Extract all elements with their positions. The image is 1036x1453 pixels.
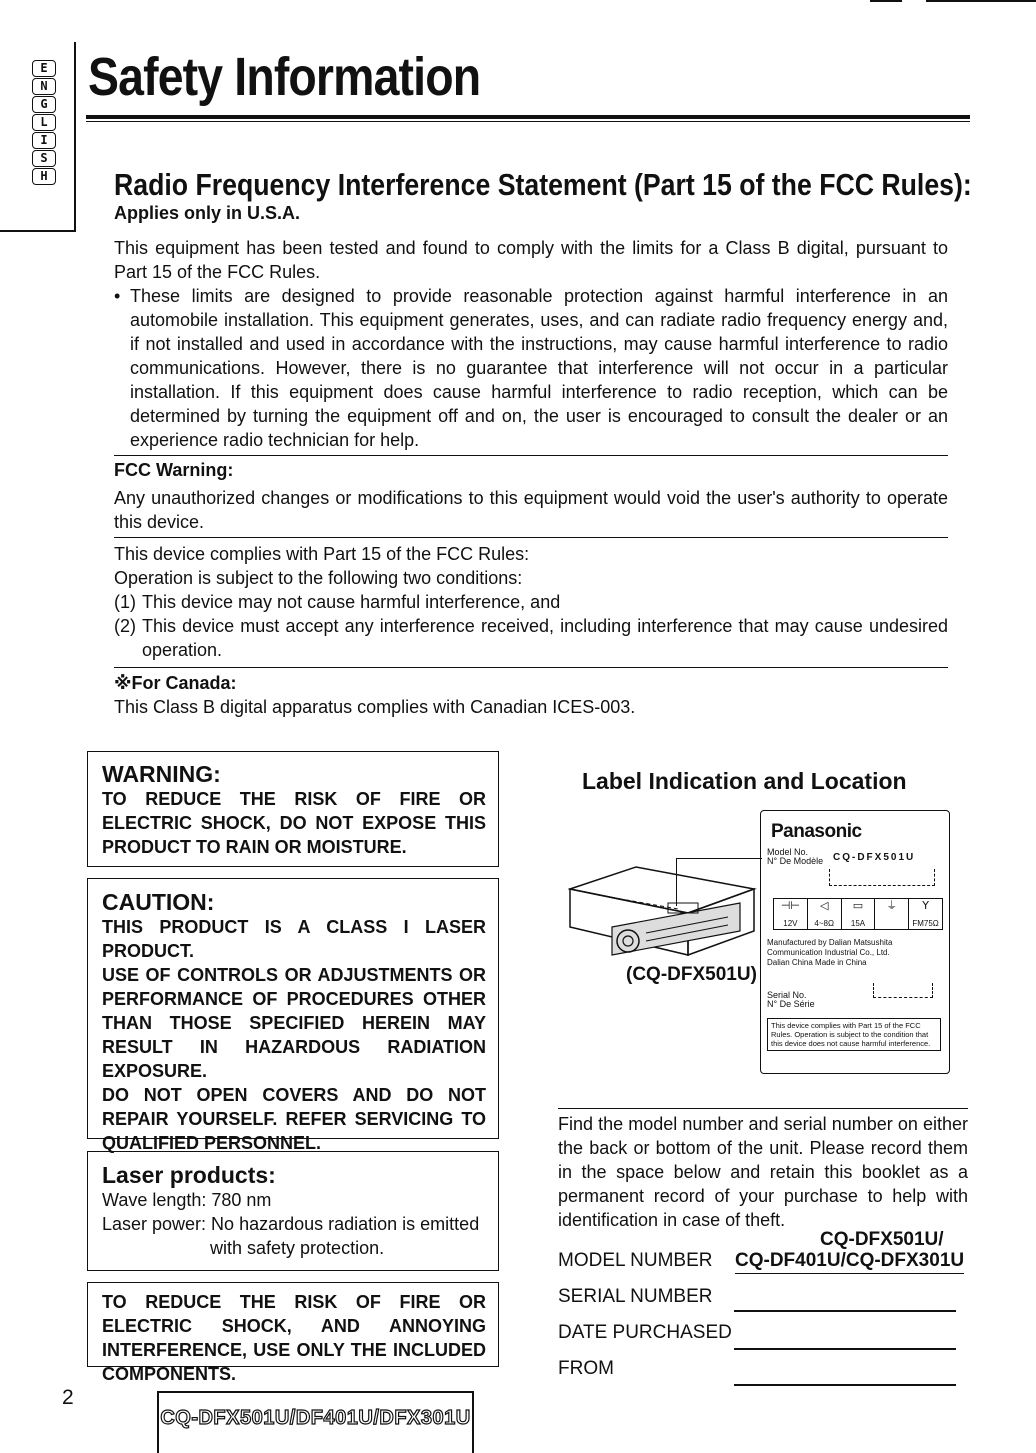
battery-icon: ⊣⊢ (780, 899, 800, 912)
laser-title: Laser products: (102, 1162, 276, 1188)
fcc-bullet-paragraph (114, 284, 948, 452)
model-label-en: Model No. (767, 847, 809, 857)
condition-text: This device may not cause harmful interference, and (142, 592, 561, 612)
fcc-warning-heading: FCC Warning: (114, 460, 234, 480)
product-label-card (760, 810, 950, 1074)
condition-number: (2) (114, 616, 136, 636)
mfr-line: Dalian China Made in China (767, 958, 867, 967)
mfr-line: Manufactured by Dalian Matsushita (767, 938, 893, 947)
top-margin-marks (870, 0, 1036, 2)
page-title: Safety Information (88, 47, 481, 107)
lang-letter: S (32, 150, 56, 167)
bullet-icon: • (114, 286, 121, 306)
card-fcc-note: This device complies with Part 15 of the FCC Rules. Operation is subject to the condition that this device does not cause harmful interference. (767, 1018, 941, 1051)
spec-strip (773, 898, 943, 930)
label-leader-line (676, 858, 677, 906)
fcc-warning-text: Any unauthorized changes or modifications to this equipment would void the user's authority to operate this device. (114, 488, 948, 532)
title-rule (86, 115, 970, 119)
laser-products-box (87, 1151, 499, 1271)
laser-power-continued: with safety protection. (210, 1238, 385, 1258)
serial-label-fr: N° De Série (767, 999, 815, 1009)
card-serial-label (767, 991, 815, 1009)
section-divider (114, 537, 948, 538)
components-warning-box (87, 1282, 499, 1384)
from-blank (734, 1384, 956, 1386)
spec-cell-fuse: ▭ 15A (842, 899, 876, 929)
record-model-top: CQ-DFX501U/ (820, 1229, 944, 1250)
lang-letter: E (32, 60, 56, 77)
serial-label-en: Serial No. (767, 990, 807, 1000)
condition-item (114, 614, 948, 662)
lang-letter: L (32, 114, 56, 131)
caution-body (102, 915, 486, 1155)
footer-model-box (157, 1391, 474, 1453)
card-model-value: CQ-DFX501U (833, 852, 916, 863)
canada-text: This Class B digital apparatus complies with Canadian ICES-003. (114, 697, 636, 717)
caution-line: USE OF CONTROLS OR ADJUSTMENTS OR PERFORMANCE OF PROCEDURES OTHER THAN THOSE SPECIFIED HEREIN MAY RESULT IN HAZARDOUS RADIATION EXPOSURE. (102, 965, 486, 1081)
speaker-icon: ◁ (819, 899, 829, 912)
model-bracket (829, 869, 935, 886)
spec-cell-speaker: ◁ 4~8Ω (808, 899, 842, 929)
applies-note: Applies only in U.S.A. (114, 203, 301, 223)
fuse-icon: ▭ (852, 899, 864, 912)
serial-number-label: SERIAL NUMBER (558, 1286, 713, 1307)
section-divider (114, 667, 948, 668)
mfr-line: Communication Industrial Co., Ltd. (767, 948, 890, 957)
label-section-heading: Label Indication and Location (582, 768, 907, 794)
spec-cell-voltage: ⊣⊢ 12V (774, 899, 808, 929)
section-divider (114, 455, 948, 456)
device-model-caption: (CQ-DFX501U) (626, 964, 757, 985)
date-purchased-label: DATE PURCHASED (558, 1322, 732, 1343)
page-number: 2 (62, 1386, 74, 1409)
model-number-value: CQ-DF401U/CQ-DFX301U (735, 1250, 964, 1274)
lang-letter: N (32, 78, 56, 95)
serial-bracket (873, 983, 933, 998)
fcc-intro-paragraph: This equipment has been tested and found to comply with the limits for a Class B digital, pursuant to Part 15 of the FCC Rules. (114, 238, 948, 282)
fcc-statement-heading: Radio Frequency Interference Statement (Part 15 of the FCC Rules): (114, 167, 972, 202)
laser-body (102, 1188, 486, 1260)
components-warning-body: TO REDUCE THE RISK OF FIRE OR ELECTRIC SHOCK, AND ANNOYING INTERFERENCE, USE ONLY THE INCLUDED COMPONENTS. (102, 1292, 486, 1384)
model-label-fr: N° De Modèle (767, 856, 824, 866)
title-rule-thin (86, 121, 970, 122)
lang-letter: H (32, 168, 56, 185)
card-model-label (767, 848, 823, 866)
language-tab-label (32, 60, 56, 186)
from-label: FROM (558, 1358, 614, 1379)
laser-power: Laser power: No hazardous radiation is emitted (102, 1214, 480, 1234)
caution-line: DO NOT OPEN COVERS AND DO NOT REPAIR YOURSELF. REFER SERVICING TO QUALIFIED PERSONNEL. (102, 1085, 486, 1153)
complies-line: This device complies with Part 15 of the FCC Rules: (114, 544, 530, 564)
lang-letter: G (32, 96, 56, 113)
caution-line: THIS PRODUCT IS A CLASS I LASER PRODUCT. (102, 917, 486, 961)
date-purchased-blank (734, 1348, 956, 1350)
condition-item (114, 590, 948, 614)
serial-number-blank (734, 1310, 956, 1312)
caution-box (87, 878, 499, 1153)
section-divider (558, 1108, 968, 1109)
canada-heading: ※For Canada: (114, 673, 237, 693)
lang-letter: I (32, 132, 56, 149)
warning-title: WARNING: (102, 761, 221, 787)
bullet-text: These limits are designed to provide reasonable protection against harmful interference in an automobile installation. This equipment generates, uses, and can radiate radio frequency energy and, if not installed and used in accordance with the instructions, may cause harmful interference to radio communications. However, there is no guarantee that interference will not occur in a particular installation. If this equipment does cause harmful interference to radio reception, which can be determined by turning the equipment off and on, the user is encouraged to consult the dealer or an experience radio technician for help. (130, 286, 948, 450)
warning-body: TO REDUCE THE RISK OF FIRE OR ELECTRIC SHOCK, DO NOT EXPOSE THIS PRODUCT TO RAIN OR MOISTURE. (102, 789, 486, 857)
model-number-label: MODEL NUMBER (558, 1250, 713, 1271)
find-serial-text: Find the model number and serial number on either the back or bottom of the unit. Please record them in the space below and retain this booklet as a permanent record of your purchase to help with identification in case of theft. (558, 1114, 968, 1230)
complies-line: Operation is subject to the following two conditions: (114, 568, 523, 588)
car-stereo-illustration (568, 855, 758, 965)
ground-icon: ⏚ (886, 899, 898, 912)
footer-model-banner: CQ-DFX501U/DF401U/DFX301U (160, 1407, 471, 1429)
spec-cell-ground (875, 899, 909, 929)
condition-number: (1) (114, 592, 136, 612)
brand-logo: Panasonic (771, 821, 862, 842)
laser-wavelength: Wave length: 780 nm (102, 1190, 272, 1210)
label-leader-line (676, 858, 762, 859)
fcc-complies-section (114, 542, 948, 662)
antenna-icon: Y (922, 899, 929, 912)
warning-box (87, 751, 499, 867)
card-manufacturer (767, 938, 937, 968)
condition-text: This device must accept any interference received, including interference that may cause undesired operation. (142, 616, 948, 660)
caution-title: CAUTION: (102, 889, 215, 915)
spec-cell-antenna: Y FM75Ω (909, 899, 942, 929)
